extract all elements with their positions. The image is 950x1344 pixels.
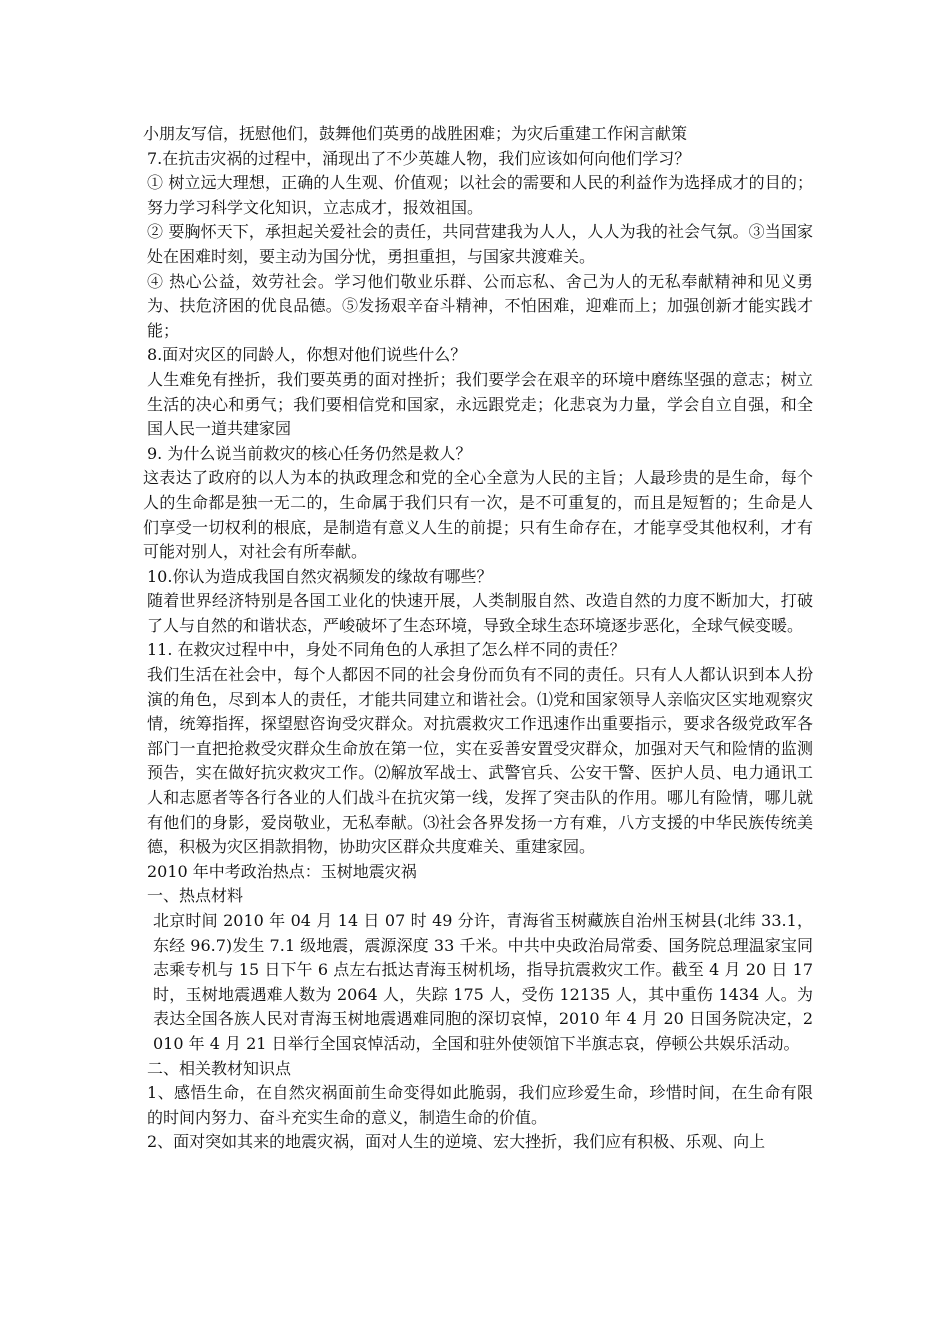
paragraph: 小朋友写信，抚慰他们，鼓舞他们英勇的战胜困难；为灾后重建工作闲言献策 [143,124,688,143]
section-heading: 一、热点材料 [147,886,244,906]
section-heading: 二、相关教材知识点 [147,1058,292,1078]
section-title: 2010 年中考政治热点：玉树地震灾祸 [147,861,417,881]
paragraph: 1、感悟生命，在自然灾祸面前生命变得如此脆弱，我们应珍爱生命，珍惜时间，在生命有限的时间内努力、奋斗充实生命的意义，制造生命的价值。 [147,1083,813,1127]
paragraph: ④ 热心公益，效劳社会。学习他们敬业乐群、公而忘私、舍己为人的无私奉献精神和见义勇为、扶危济困的优良品德。⑤发扬艰辛奋斗精神，不怕困难，迎难而上；加强创新才能实践才能； [147,271,813,340]
paragraph: 这表达了政府的以人为本的执政理念和党的全心全意为人民的主旨；人最珍贵的是生命，每个人的生命都是独一无二的，生命属于我们只有一次，是不可重复的，而且是短暂的；生命是人们享受一切权利的根底，是制造有意义人生的前提；只有生命存在，才能享受其他权利，才有可能对别人，对社会有所奉献。 [143,468,813,562]
paragraph: ① 树立远大理想，正确的人生观、价值观；以社会的需要和人民的利益作为选择成才的目的；努力学习科学文化知识，立志成才，报效祖国。 [147,173,813,217]
paragraph: ② 要胸怀天下，承担起关爱社会的责任，共同营建我为人人，人人为我的社会气氛。③当国家处在困难时刻，要主动为国分忧，勇担重担，与国家共渡难关。 [147,222,813,266]
paragraph: 2、面对突如其来的地震灾祸，面对人生的逆境、宏大挫折，我们应有积极、乐观、向上 [147,1132,766,1152]
paragraph: 北京时间 2010 年 04 月 14 日 07 时 49 分许，青海省玉树藏族自治州玉树县(北纬 33.1，东经 96.7)发生 7.1 级地震，震源深度 33 千米。中共中央政治局常委、国务院总理温家宝同志乘专机与 15 日下午 6 点左右抵达青海玉树机场，指导抗震救灾工作。截至 4 月 20 日 17 时，玉树地震遇难人数为 2064 人，失踪 175 人，受伤 12135 人，其中重伤 1434 人。为表达全国各族人民对青海玉树地震遇难同胞的深切哀悼，2010 年 4 月 20 日国务院决定，2010 年 4 月 21 日举行全国哀悼活动，全国和驻外使领馆下半旗志哀，停顿公共娱乐活动。 [153,911,813,1053]
question-heading: 8.面对灾区的同龄人，你想对他们说些什么？ [147,345,467,365]
paragraph: 随着世界经济特别是各国工业化的快速开展，人类制服自然、改造自然的力度不断加大，打破了人与自然的和谐状态，严峻破坏了生态环境，导致全球生态环境逐步恶化，全球气候变暖。 [147,591,813,635]
paragraph: 我们生活在社会中，每个人都因不同的社会身份而负有不同的责任。只有人人都认识到本人扮演的角色，尽到本人的责任，才能共同建立和谐社会。⑴党和国家领导人亲临灾区实地观察灾情，统筹指挥，探望慰咨询受灾群众。对抗震救灾工作迅速作出重要指示，要求各级党政军各部门一直把抢救受灾群众生命放在第一位，实在妥善安置受灾群众，加强对天气和险情的监测预告，实在做好抗灾救灾工作。⑵解放军战士、武警官兵、公安干警、医护人员、电力通讯工人和志愿者等各行各业的人们战斗在抗灾第一线，发挥了突击队的作用。哪儿有险情，哪儿就有他们的身影，爱岗敬业，无私奉献。⑶社会各界发扬一方有难，八方支援的中华民族传统美德，积极为灾区捐款捐物，协助灾区群众共度难关、重建家园。 [147,665,813,857]
question-heading: 7.在抗击灾祸的过程中，涌现出了不少英雄人物，我们应该如何向他们学习？ [147,148,691,168]
paragraph: 人生难免有挫折，我们要英勇的面对挫折；我们要学会在艰辛的环境中磨练坚强的意志；树立生活的决心和勇气；我们要相信党和国家，永远跟党走；化悲哀为力量，学会自立自强，和全国人民一道共建家园 [147,369,813,439]
question-heading: 9. 为什么说当前救灾的核心任务仍然是救人？ [147,443,472,463]
document-body [143,122,813,1155]
question-heading: 11. 在救灾过程中中，身处不同角色的人承担了怎么样不同的责任？ [147,640,626,660]
question-heading: 10.你认为造成我国自然灾祸频发的缘故有哪些？ [147,566,493,586]
